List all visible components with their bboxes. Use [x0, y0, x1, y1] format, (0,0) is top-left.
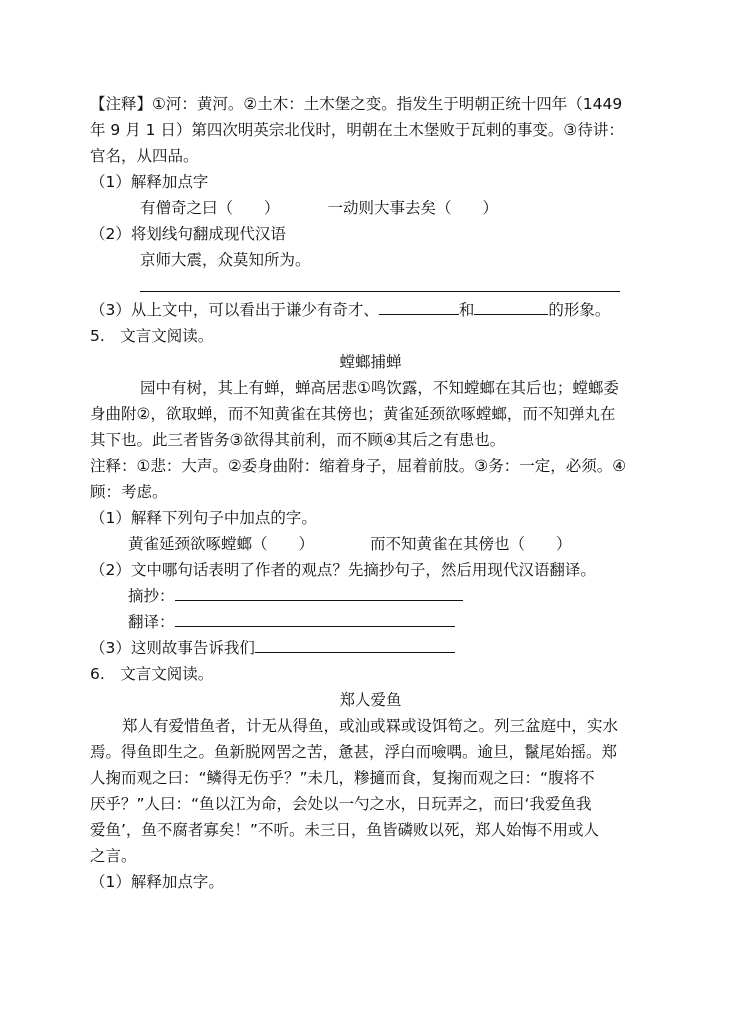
s6-passage-line-5: 爱鱼’，鱼不腐者寡矣！”不听。未三日，鱼皆磷败以死，郑人始悔不用或人 [90, 821, 599, 839]
s6-passage-line-6: 之言。 [90, 847, 137, 865]
s5-excerpt-blank[interactable] [175, 584, 463, 601]
s4-question-2: （2）将划线句翻成现代汉语 [90, 225, 286, 243]
s4-q3-blank-2[interactable] [474, 298, 548, 315]
annotation-line-1: 【注释】①河：黄河。②土木：土木堡之变。指发生于明朝正统十四年（1449 [90, 95, 623, 113]
s4-q3-text-c: 的形象。 [548, 301, 611, 319]
s6-passage-line-4: 厌乎？”人曰：“鱼以江为命，会处以一勺之水，日玩弄之，而曰‘我爱鱼我 [90, 795, 592, 813]
s5-heading: 5. 文言文阅读。 [90, 327, 214, 345]
s5-q1-item-b: 而不知黄雀在其傍也（ ） [370, 535, 572, 553]
s5-note-line-2: 顾：考虑。 [90, 483, 168, 501]
s4-q3-text-a: （3）从上文中，可以看出于谦少有奇才、 [90, 301, 379, 319]
s5-title: 螳螂捕蝉 [339, 353, 402, 371]
s5-excerpt-row [128, 584, 463, 608]
s4-q1-item-a: 有僧奇之曰（ ） [140, 199, 280, 217]
s5-question-2: （2）文中哪句话表明了作者的观点？先摘抄句子，然后用现代汉语翻译。 [90, 561, 596, 579]
s5-question-1: （1）解释下列句子中加点的字。 [90, 509, 317, 527]
s4-q3-blank-1[interactable] [379, 298, 459, 315]
s4-question-1: （1）解释加点字 [90, 173, 209, 191]
s4-q1-item-b: 一动则大事去矣（ ） [327, 199, 499, 217]
s4-q1-items [140, 196, 498, 220]
s5-translate-row [128, 610, 455, 634]
s5-passage-line-1: 园中有树，其上有蝉，蝉高居悲①鸣饮露，不知螳螂在其后也；螳螂委 [140, 379, 619, 397]
s6-passage-line-2: 焉。得鱼即生之。鱼新脱网罟之苦，惫甚，浮白而噞喁。逾旦，鬣尾始摇。郑 [90, 743, 618, 761]
s5-q3-blank[interactable] [255, 636, 455, 653]
s4-q2-answer-line[interactable] [140, 291, 620, 292]
s5-passage-line-3: 其下也。此三者皆务③欲得其前利，而不顾④其后之有患也。 [90, 431, 506, 449]
s5-q3-text: （3）这则故事告诉我们 [90, 639, 255, 657]
s6-title: 郑人爱鱼 [339, 691, 402, 709]
s5-translate-label: 翻译： [128, 613, 175, 631]
s5-question-3 [90, 636, 455, 660]
annotation-line-2: 年 9 月 1 日）第四次明英宗北伐时，明朝在土木堡败于瓦剌的事变。③待讲： [90, 121, 624, 139]
s6-passage-line-3: 人掬而观之曰：“鳞得无伤乎？”未几，糁擿而食，复掬而观之曰：“腹将不 [90, 769, 595, 787]
annotation-line-3: 官名，从四品。 [90, 147, 199, 165]
s4-question-3 [90, 298, 610, 322]
s5-passage-line-2: 身曲附②，欲取蝉，而不知黄雀在其傍也；黄雀延颈欲啄螳螂，而不知弹丸在 [90, 405, 616, 423]
s5-translate-blank[interactable] [175, 610, 455, 627]
s5-q1-items [128, 532, 572, 556]
s6-question-1: （1）解释加点字。 [90, 873, 224, 891]
s6-heading: 6. 文言文阅读。 [90, 665, 214, 683]
s5-q1-item-a: 黄雀延颈欲啄螳螂（ ） [128, 535, 315, 553]
s6-passage-line-1: 郑人有爱惜鱼者，计无从得鱼，或汕或罧或设饵笱之。列三盆庭中，实水 [122, 717, 619, 735]
s5-excerpt-label: 摘抄： [128, 587, 175, 605]
s4-q2-sentence: 京师大震，众莫知所为。 [140, 251, 311, 269]
s4-q3-text-b: 和 [458, 301, 475, 319]
s5-note-line-1: 注释：①悲：大声。②委身曲附：缩着身子，屈着前肢。③务：一定，必须。④ [90, 457, 627, 475]
